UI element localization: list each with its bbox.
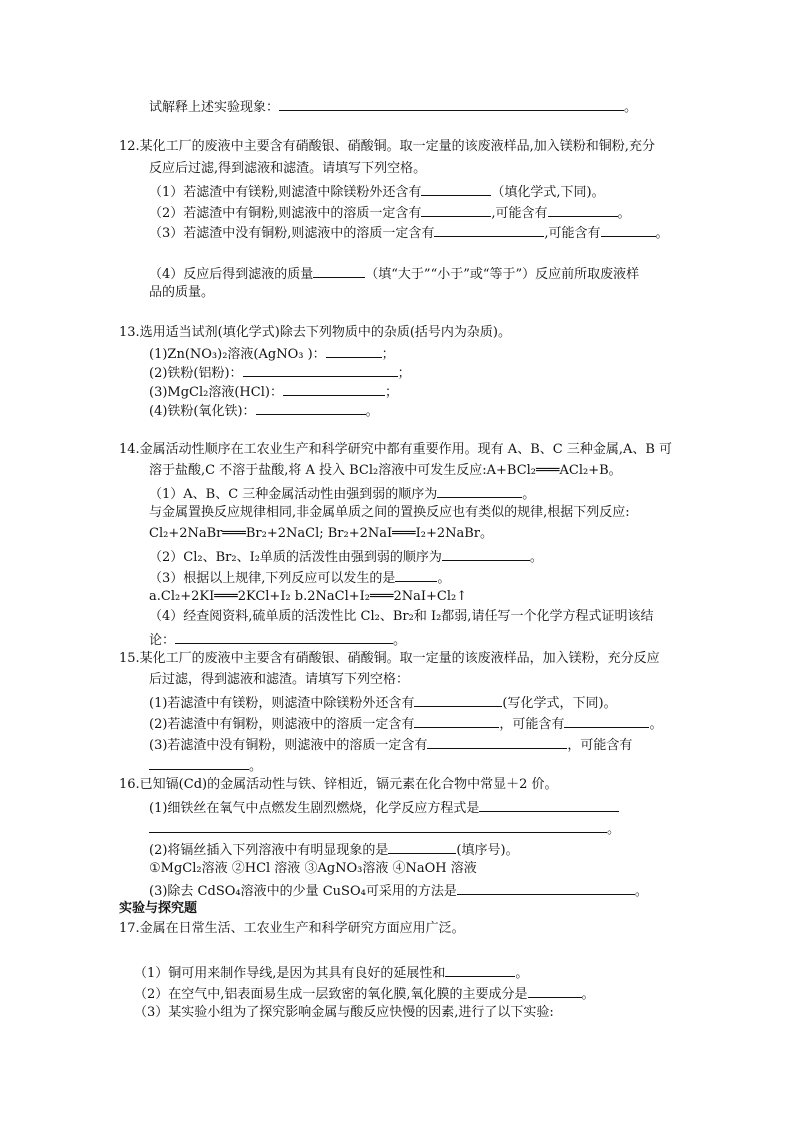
answer-blank[interactable] [434,222,544,237]
q15-part1: (1)若滤渣中有镁粉，则滤渣中除镁粉外还含有 (写化学式，下同)。 [149,692,617,713]
q14-options: a.Cl₂+2KI═══2KCl+I₂ b.2NaCl+I₂═══2NaI+Cl₂↑ [149,589,468,604]
answer-blank[interactable] [437,483,522,498]
answer-blank[interactable] [283,381,385,396]
q17-part2: （2）在空气中,铝表面易生成一层致密的氧化膜,氧化膜的主要成分是 。 [134,983,595,1004]
q16-part1-cont: 。 [149,818,620,839]
q12-stem-line1: 12.某化工厂的废液中主要含有硝酸银、硝酸铜。取一定量的该废液样品,加入镁粉和铜粉,充分 [119,139,655,154]
q14-equations: Cl₂+2NaBr═══Br₂+2NaCl; Br₂+2NaI═══I₂+2NaBr。 [149,526,494,541]
q12-part4-cont: 品的质量。 [149,285,215,300]
answer-blank[interactable] [479,797,619,812]
answer-blank[interactable] [421,181,491,196]
answer-blank[interactable] [421,202,491,217]
q14-part3: （3）根据以上规律,下列反应可以发生的是 。 [149,567,450,588]
answer-blank[interactable] [414,692,502,707]
q17-stem: 17.金属在日常生活、工农业生产和科学研究方面应用广泛。 [119,921,465,936]
q12-stem-line2: 反应后过滤,得到滤液和滤渣。请填写下列空格。 [149,161,427,176]
answer-blank[interactable] [442,546,530,561]
answer-blank[interactable] [243,362,398,377]
answer-blank[interactable] [528,983,582,998]
explain-line: 试解释上述实验现象： 。 [149,96,637,117]
q13-item3: (3)MgCl₂溶液(HCl)： ； [149,381,398,402]
answer-blank[interactable] [395,567,437,582]
answer-blank[interactable] [313,263,365,278]
q16-part2: (2)将镉丝插入下列溶液中有明显现象的是 (填序号)。 [149,839,519,860]
q14-part2: （2）Cl₂、Br₂、I₂单质的活泼性由强到弱的顺序为 。 [149,546,543,567]
q14-part1: （1）A、B、C 三种金属活动性由强到弱的顺序为 。 [149,483,535,504]
answer-blank[interactable] [175,629,393,644]
q15-part3-cont: 。 [149,755,262,776]
q16-part1: (1)细铁丝在氧气中点燃发生剧烈燃烧，化学反应方程式是 [149,797,619,818]
q12-part1: （1）若滤渣中有镁粉,则滤渣中除镁粉外还含有 （填化学式,下同)。 [149,181,605,202]
answer-blank[interactable] [564,713,649,728]
q13-item4: (4)铁粉(氧化铁)： 。 [149,400,379,421]
q14-part4-cont: 论： 。 [149,629,406,650]
answer-blank[interactable] [388,839,456,854]
q14-part4: （4）经查阅资料,硫单质的活泼性比 Cl₂、Br₂和 I₂都弱,请任写一个化学方程式证明该结 [149,609,654,624]
answer-blank[interactable] [548,202,618,217]
answer-blank[interactable] [427,734,567,749]
answer-blank[interactable] [445,962,515,977]
q17-part1: （1）铜可用来制作导线,是因为其具有良好的延展性和 。 [134,962,528,983]
section-heading: 实验与探究题 [119,901,198,916]
q13-stem: 13.选用适当试剂(填化学式)除去下列物质中的杂质(括号内为杂质)。 [119,325,511,340]
q16-part3: (3)除去 CdSO₄溶液中的少量 CuSO₄可采用的方法是 。 [149,880,648,901]
q14-stem-line2: 溶于盐酸,C 不溶于盐酸,将 A 投入 BCl₂溶液中可发生反应:A+BCl₂═══ACl₂+B。 [149,463,622,478]
q16-options: ①MgCl₂溶液 ②HCl 溶液 ③AgNO₃溶液 ④NaOH 溶液 [149,861,477,876]
explain-label: 试解释上述实验现象： [149,100,280,115]
answer-blank[interactable] [149,818,607,833]
q12-part4: （4）反应后得到滤液的质量 （填“大于”“小于”或“等于”）反应前所取废液样 [149,263,639,284]
answer-blank[interactable] [256,400,366,415]
q15-stem-line2: 后过滤，得到滤液和滤渣。请填写下列空格： [149,672,410,687]
answer-blank[interactable] [457,880,635,895]
q12-part2: （2）若滤渣中有铜粉,则滤液中的溶质一定含有 ,可能含有 。 [149,202,631,223]
q12-part3: （3）若滤渣中没有铜粉,则滤液中的溶质一定含有 ,可能含有 。 [149,222,669,243]
q14-stem-line1: 14.金属活动性顺序在工农业生产和科学研究中都有重要作用。现有 A、B、C 三种金属,A、B 可 [119,442,673,457]
answer-blank[interactable] [149,755,249,770]
q15-part2: (2)若滤渣中有铜粉，则滤液中的溶质一定含有 ，可能含有 。 [149,713,662,734]
answer-blank[interactable] [601,222,656,237]
q17-part3: （3）某实验小组为了探究影响金属与酸反应快慢的因素,进行了以下实验: [134,1005,554,1020]
q16-stem: 16.已知镉(Cd)的金属活动性与铁、锌相近，镉元素在化合物中常显＋2 价。 [119,777,558,792]
q13-item2: (2)铁粉(铝粉)： ； [149,362,411,383]
answer-blank[interactable] [326,343,382,358]
q15-stem-line1: 15.某化工厂的废液中主要含有硝酸银、硝酸铜。取一定量的该废液样品，加入镁粉，充分反应 [119,651,660,666]
q15-part3: (3)若滤渣中没有铜粉，则滤液中的溶质一定含有 ，可能含有 [149,734,632,755]
answer-blank[interactable] [414,713,499,728]
q13-item1: (1)Zn(NO₃)₂溶液(AgNO₃ )： ； [149,343,395,364]
q14-intro: 与金属置换反应规律相同,非金属单质之间的置换反应也有类似的规律,根据下列反应: [149,505,630,520]
answer-blank[interactable] [279,96,624,111]
